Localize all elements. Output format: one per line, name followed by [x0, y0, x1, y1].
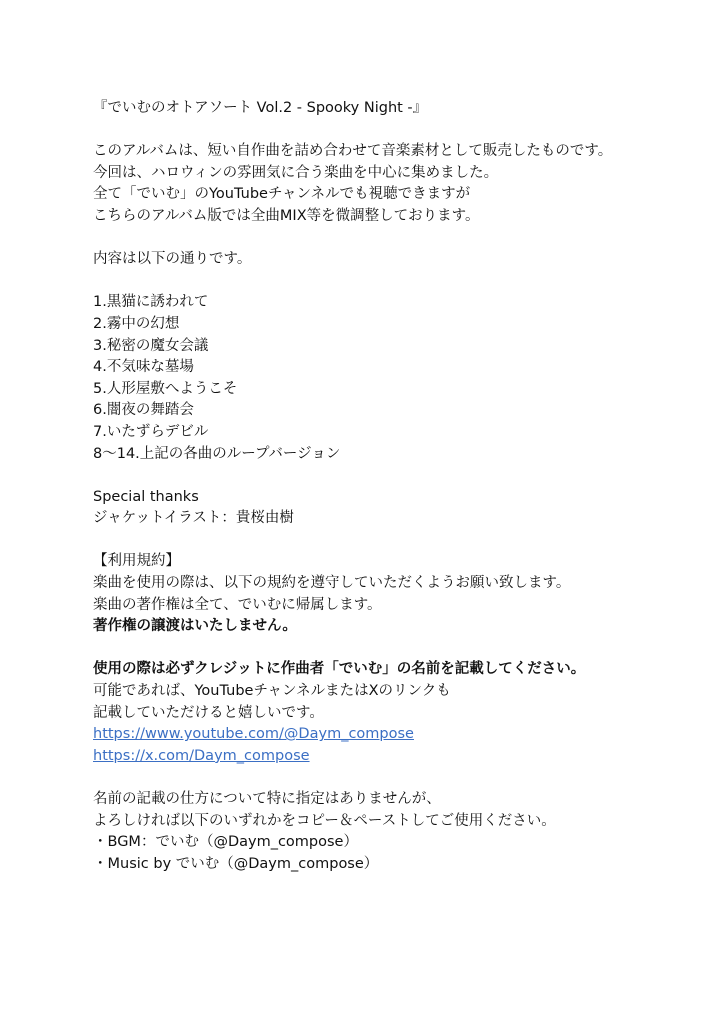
terms-line: 楽曲の著作権は全て、でいむに帰属します。: [93, 596, 382, 613]
track-item: 5.人形屋敷へようこそ: [93, 380, 238, 397]
track-item: 4.不気味な墓場: [93, 359, 194, 376]
youtube-link[interactable]: https://www.youtube.com/@Daym_compose: [93, 726, 414, 743]
credit-line: 記載していただけると嬉しいです。: [93, 704, 324, 721]
terms-heading: 【利用規約】: [93, 553, 180, 570]
spacer: [93, 465, 693, 487]
thanks-heading: Special thanks: [93, 488, 199, 505]
track-item: 1.黒猫に誘われて: [93, 294, 209, 311]
format-line: よろしければ以下のいずれかをコピー＆ペーストしてご使用ください。: [93, 812, 556, 829]
credit-example: ・BGM：でいむ（@Daym_compose）: [93, 834, 358, 851]
spacer: [93, 638, 693, 660]
track-item: 6.闇夜の舞踏会: [93, 402, 194, 419]
spacer: [93, 767, 693, 789]
spacer: [93, 228, 693, 250]
credit-example: ・Music by でいむ（@Daym_compose）: [93, 855, 379, 872]
credit-line: 可能であれば、YouTubeチャンネルまたはXのリンクも: [93, 683, 451, 700]
x-link[interactable]: https://x.com/Daym_compose: [93, 747, 310, 764]
album-title: 『でいむのオトアソート Vol.2 - Spooky Night -』: [93, 100, 428, 116]
track-item: 2.霧中の幻想: [93, 315, 180, 332]
thanks-line: ジャケットイラスト：貴桜由樹: [93, 510, 294, 527]
spacer: [93, 120, 693, 142]
terms-line: 楽曲を使用の際は、以下の規約を遵守していただくようお願い致します。: [93, 575, 571, 592]
intro-line: こちらのアルバム版では全曲MIX等を微調整しております。: [93, 207, 480, 224]
spacer: [93, 271, 693, 293]
track-item: 8〜14.上記の各曲のループバージョン: [93, 445, 341, 462]
document-body: [93, 98, 693, 875]
track-item: 7.いたずらデビル: [93, 423, 209, 440]
credit-bold-line: 使用の際は必ずクレジットに作曲者「でいむ」の名前を記載してください。: [93, 661, 586, 678]
track-item: 3.秘密の魔女会議: [93, 337, 209, 354]
intro-line: 全て「でいむ」のYouTubeチャンネルでも視聴できますが: [93, 186, 471, 203]
intro-line: 今回は、ハロウィンの雰囲気に合う楽曲を中心に集めました。: [93, 164, 499, 181]
format-line: 名前の記載の仕方について特に指定はありませんが、: [93, 791, 441, 807]
contents-heading: 内容は以下の通りです。: [93, 251, 252, 268]
terms-bold-line: 著作権の譲渡はいたしません。: [93, 618, 297, 635]
spacer: [93, 530, 693, 552]
intro-line: このアルバムは、短い自作曲を詰め合わせて音楽素材として販売したものです。: [93, 143, 613, 160]
